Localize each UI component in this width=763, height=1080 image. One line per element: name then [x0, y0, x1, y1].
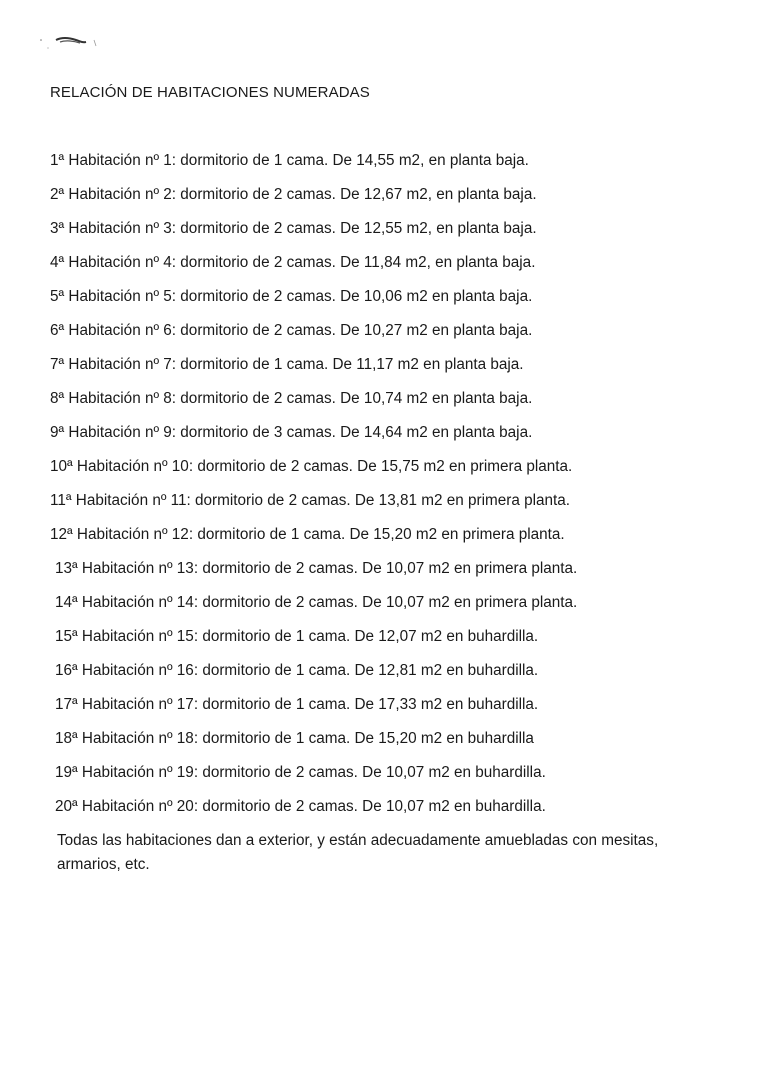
- room-entry: 20ª Habitación nº 20: dormitorio de 2 camas. De 10,07 m2 en buhardilla.: [55, 798, 546, 815]
- room-entry: 16ª Habitación nº 16: dormitorio de 1 cama. De 12,81 m2 en buhardilla.: [55, 662, 539, 679]
- room-entry: 19ª Habitación nº 19: dormitorio de 2 camas. De 10,07 m2 en buhardilla.: [55, 764, 546, 781]
- room-entry: 3ª Habitación nº 3: dormitorio de 2 camas. De 12,55 m2, en planta baja.: [50, 220, 537, 237]
- room-entry: 4ª Habitación nº 4: dormitorio de 2 camas. De 11,84 m2, en planta baja.: [50, 254, 536, 271]
- room-entry: 9ª Habitación nº 9: dormitorio de 3 camas. De 14,64 m2 en planta baja.: [50, 424, 533, 441]
- room-entry: 17ª Habitación nº 17: dormitorio de 1 cama. De 17,33 m2 en buhardilla.: [55, 696, 539, 713]
- room-entry: 8ª Habitación nº 8: dormitorio de 2 camas. De 10,74 m2 en planta baja.: [50, 390, 533, 407]
- room-entry: 2ª Habitación nº 2: dormitorio de 2 camas. De 12,67 m2, en planta baja.: [50, 186, 537, 203]
- room-entry: 10ª Habitación nº 10: dormitorio de 2 camas. De 15,75 m2 en primera planta.: [50, 458, 573, 475]
- room-entry: 14ª Habitación nº 14: dormitorio de 2 camas. De 10,07 m2 en primera planta.: [55, 594, 578, 611]
- room-entry: 13ª Habitación nº 13: dormitorio de 2 camas. De 10,07 m2 en primera planta.: [55, 560, 578, 577]
- room-entry: 12ª Habitación nº 12: dormitorio de 1 cama. De 15,20 m2 en primera planta.: [50, 526, 565, 543]
- room-entry: 7ª Habitación nº 7: dormitorio de 1 cama. De 11,17 m2 en planta baja.: [50, 356, 524, 373]
- document-title: RELACIÓN DE HABITACIONES NUMERADAS: [50, 84, 370, 101]
- room-entry: 15ª Habitación nº 15: dormitorio de 1 cama. De 12,07 m2 en buhardilla.: [55, 628, 539, 645]
- room-entry: 6ª Habitación nº 6: dormitorio de 2 camas. De 10,27 m2 en planta baja.: [50, 322, 533, 339]
- scan-artifact-mark: [36, 34, 108, 50]
- room-entry: 11ª Habitación nº 11: dormitorio de 2 camas. De 13,81 m2 en primera planta.: [50, 492, 571, 509]
- closing-note: Todas las habitaciones dan a exterior, y están adecuadamente amuebladas con mesitas, armarios, etc.: [57, 832, 659, 873]
- room-entry: 5ª Habitación nº 5: dormitorio de 2 camas. De 10,06 m2 en planta baja.: [50, 288, 533, 305]
- room-entry: 1ª Habitación nº 1: dormitorio de 1 cama. De 14,55 m2, en planta baja.: [50, 152, 529, 169]
- rooms-list: [50, 150, 577, 830]
- room-entry: 18ª Habitación nº 18: dormitorio de 1 cama. De 15,20 m2 en buhardilla: [55, 730, 534, 747]
